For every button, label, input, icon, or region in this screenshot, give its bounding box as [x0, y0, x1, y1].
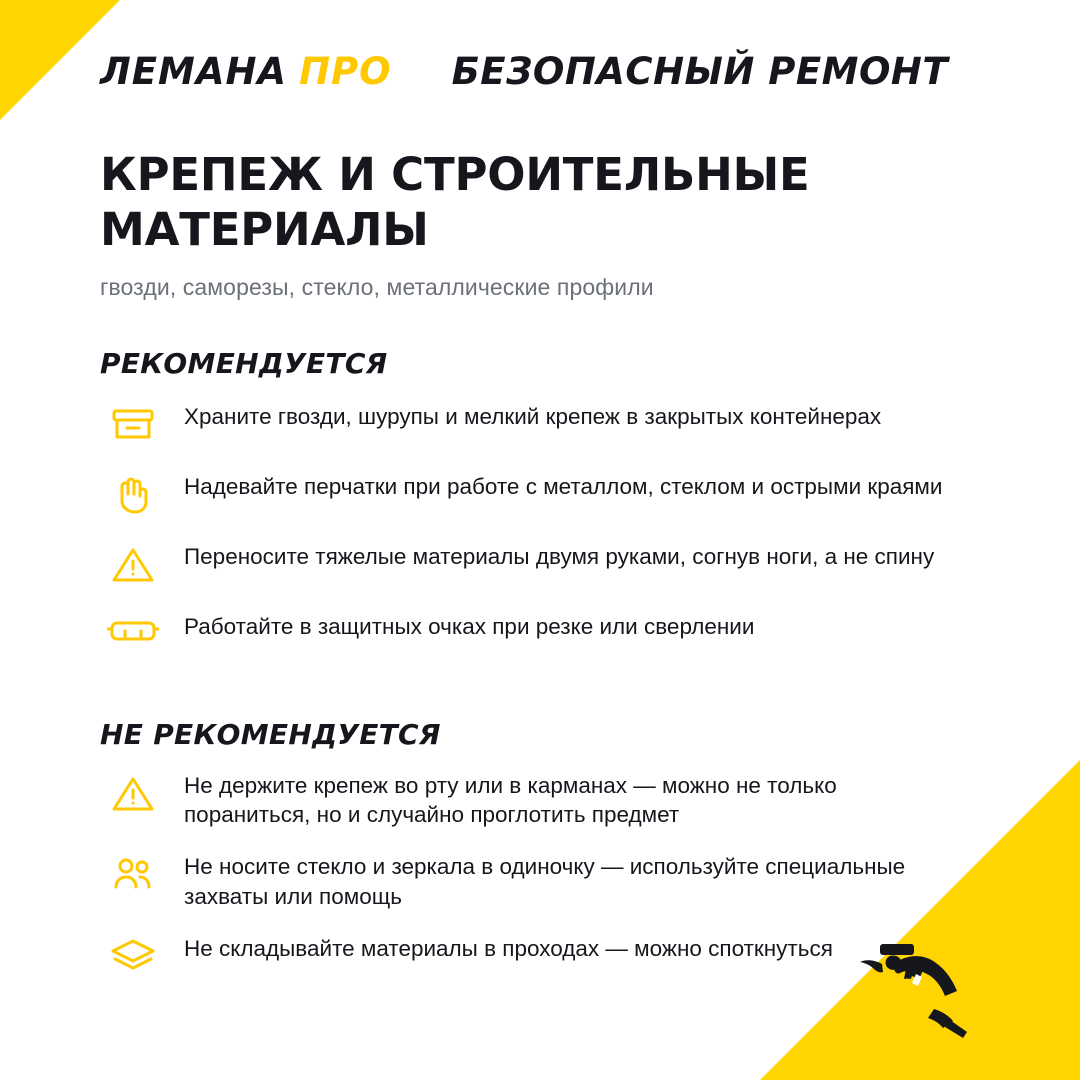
page-title: КРЕПЕЖ И СТРОИТЕЛЬНЫЕ МАТЕРИАЛЫ — [100, 148, 810, 256]
recommended-list — [100, 402, 1005, 660]
list-item-label: Храните гвозди, шурупы и мелкий крепеж в закрытых контейнерах — [184, 403, 882, 429]
list-item — [100, 542, 1005, 590]
brand-logo — [100, 50, 392, 93]
section-title-recommended: РЕКОМЕНДУЕТСЯ — [100, 346, 388, 380]
page-subtitle: гвозди, саморезы, стекло, металлические профили — [100, 273, 654, 300]
brand-logo-main: ЛЕМАНА — [100, 49, 288, 93]
brand-logo-pro: ПРО — [299, 49, 392, 93]
box-container-icon — [100, 402, 166, 450]
list-item-label: Не носите стекло и зеркала в одиночку — используйте специальные захваты или помощь — [184, 854, 906, 909]
warning-triangle-icon — [100, 771, 166, 819]
list-item — [100, 934, 1005, 982]
not-recommended-list — [100, 771, 1005, 982]
campaign-title: БЕЗОПАСНЫЙ РЕМОНТ — [451, 49, 949, 93]
warning-triangle-icon — [100, 542, 166, 590]
list-item-label: Работайте в защитных очках при резке или сверлении — [184, 613, 755, 639]
list-item — [100, 612, 1005, 660]
list-item — [100, 771, 1005, 830]
main-content — [100, 148, 1005, 1004]
list-item-label: Переносите тяжелые материалы двумя руками, согнув ноги, а не спину — [184, 543, 935, 569]
list-item — [100, 852, 1005, 911]
list-item — [100, 402, 1005, 450]
list-item — [100, 472, 1005, 520]
stacked-layers-icon — [100, 934, 166, 982]
section-not-recommended — [100, 718, 1005, 982]
section-recommended — [100, 347, 1005, 660]
list-item-label: Не держите крепеж во рту или в карманах — можно не только пораниться, но и случайно проглотить предмет — [184, 772, 837, 828]
glove-hand-icon — [100, 472, 166, 520]
page-header — [100, 36, 1020, 106]
list-item-label: Не складывайте материалы в проходах — можно споткнуться — [184, 935, 833, 961]
safety-goggles-icon — [100, 612, 166, 660]
two-people-icon — [100, 852, 166, 900]
list-item-label: Надевайте перчатки при работе с металлом, стеклом и острыми краями — [184, 473, 943, 499]
section-title-not-recommended: НЕ РЕКОМЕНДУЕТСЯ — [100, 717, 441, 751]
